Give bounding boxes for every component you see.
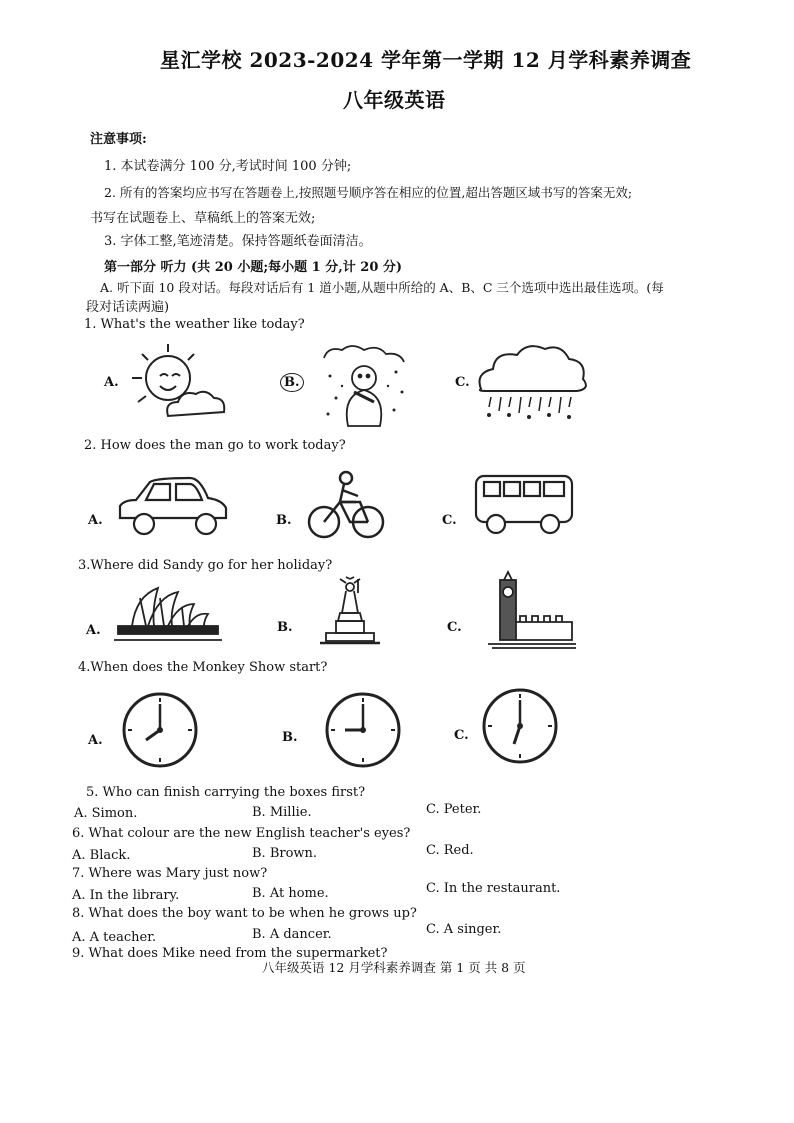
section-heading: 第一部分 听力 (共 20 小题;每小题 1 分,计 20 分) <box>104 260 403 275</box>
big-ben-icon <box>484 570 578 650</box>
question-1: 1. What's the weather like today? <box>84 317 305 332</box>
q8-option-a: A. A teacher. <box>72 930 157 945</box>
q4-option-b: B. <box>282 730 298 745</box>
statue-of-liberty-icon <box>318 575 384 647</box>
note-item-2b: 书写在试题卷上、草稿纸上的答案无效; <box>90 211 316 226</box>
note-item-2a: 2. 所有的答案均应书写在答题卷上,按照题号顺序答在相应的位置,超出答题区域书写的答案无效; <box>104 185 633 200</box>
section-instruction: A. 听下面 10 段对话。每段对话后有 1 道小题,从题中所给的 A、B、C 三个选项中选出最佳选项。(每 <box>100 280 664 295</box>
q7-option-c: C. In the restaurant. <box>426 881 561 896</box>
q1-option-b: B. <box>280 375 304 390</box>
q4-option-c: C. <box>454 728 469 743</box>
sun-cloud-icon <box>128 340 228 425</box>
q3-option-b: B. <box>277 620 293 635</box>
question-2: 2. How does the man go to work today? <box>84 438 346 453</box>
clock-icon <box>323 690 403 770</box>
question-6: 6. What colour are the new English teacher's eyes? <box>72 826 411 841</box>
q2-option-a: A. <box>88 513 103 528</box>
q3-option-a: A. <box>86 623 101 638</box>
clock-icon <box>480 686 560 766</box>
question-7: 7. Where was Mary just now? <box>72 866 268 881</box>
q5-option-b: B. Millie. <box>252 805 312 820</box>
q7-option-a: A. In the library. <box>72 888 180 903</box>
clock-icon <box>120 690 200 770</box>
q6-option-c: C. Red. <box>426 843 474 858</box>
car-icon <box>114 474 234 540</box>
page-footer: 八年级英语 12 月学科素养调查 第 1 页 共 8 页 <box>262 960 526 975</box>
note-item-3: 3. 字体工整,笔迹清楚。保持答题纸卷面清洁。 <box>104 234 372 249</box>
page-subtitle: 八年级英语 <box>343 88 446 112</box>
question-4: 4.When does the Monkey Show start? <box>78 660 328 675</box>
q2-option-c: C. <box>442 513 457 528</box>
q4-option-a: A. <box>88 733 103 748</box>
q7-option-b: B. At home. <box>252 886 329 901</box>
bus-icon <box>470 470 580 540</box>
note-item-1: 1. 本试卷满分 100 分,考试时间 100 分钟; <box>104 159 352 174</box>
question-5: 5. Who can finish carrying the boxes first? <box>86 785 366 800</box>
question-8: 8. What does the boy want to be when he grows up? <box>72 906 417 921</box>
section-instruction-cont: 段对话读两遍) <box>86 300 170 315</box>
q1-option-a: A. <box>104 375 119 390</box>
q6-option-b: B. Brown. <box>252 846 318 861</box>
q5-option-a: A. Simon. <box>74 806 138 821</box>
page-title: 星汇学校 2023-2024 学年第一学期 12 月学科素养调查 <box>160 48 692 72</box>
q3-option-c: C. <box>447 620 462 635</box>
q8-option-b: B. A dancer. <box>252 927 332 942</box>
question-9: 9. What does Mike need from the supermarket? <box>72 946 388 961</box>
q8-option-c: C. A singer. <box>426 922 502 937</box>
q5-option-c: C. Peter. <box>426 802 482 817</box>
opera-house-icon <box>112 582 224 644</box>
q1-option-c: C. <box>455 375 470 390</box>
question-3: 3.Where did Sandy go for her holiday? <box>78 558 333 573</box>
notes-heading: 注意事项: <box>90 132 147 147</box>
q6-option-a: A. Black. <box>72 848 131 863</box>
bicycle-icon <box>306 470 386 542</box>
snowman-icon <box>320 342 412 427</box>
rain-cloud-icon <box>475 345 590 425</box>
q2-option-b: B. <box>276 513 292 528</box>
